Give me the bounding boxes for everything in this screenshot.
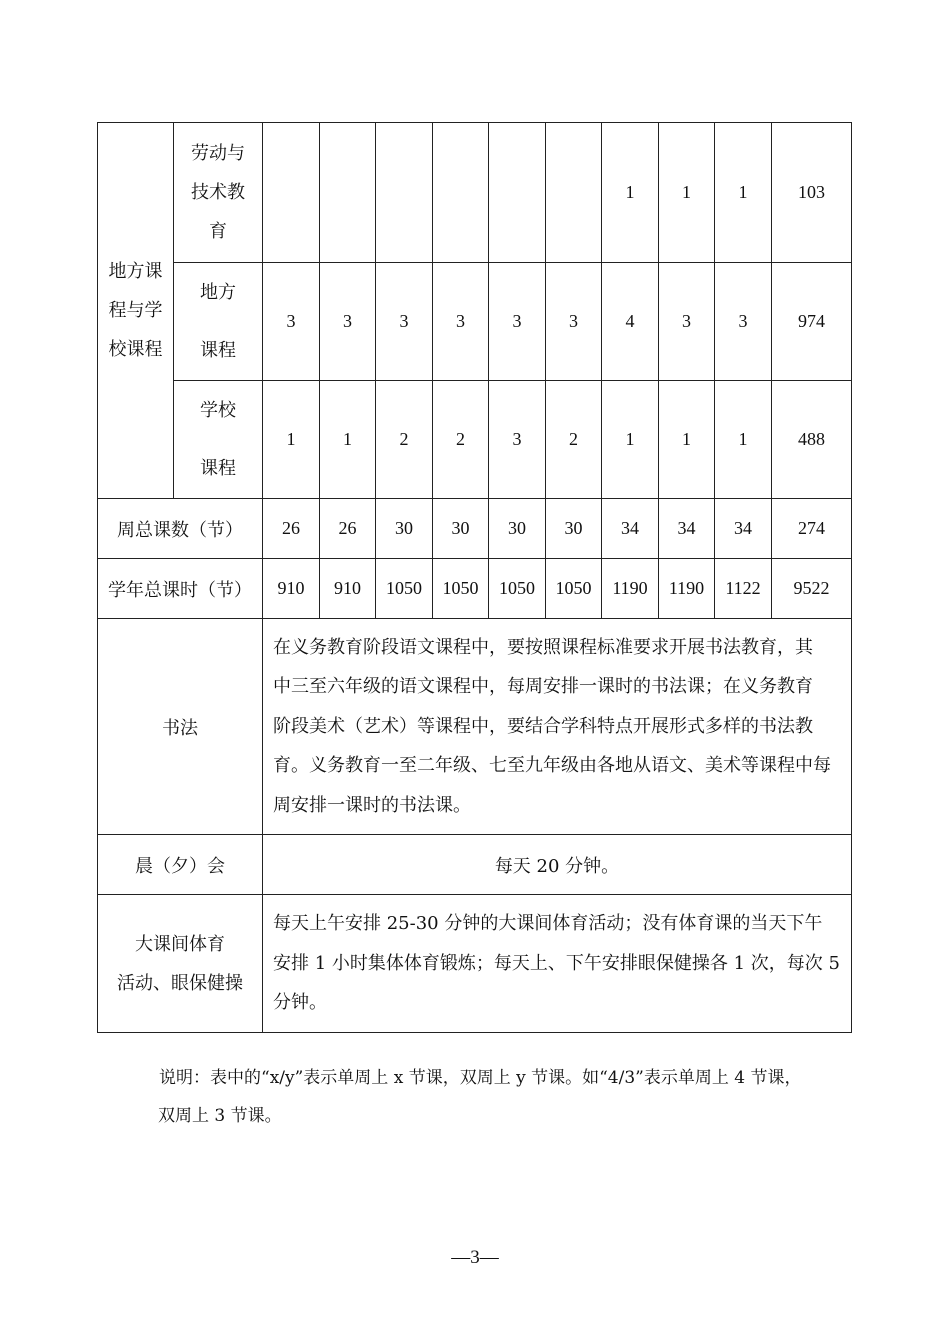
- table-cell: [489, 123, 546, 263]
- table-cell: 34: [602, 499, 659, 559]
- table-cell: 1: [602, 123, 659, 263]
- label-line: 大课间体育: [135, 933, 225, 955]
- table-cell: [320, 123, 376, 263]
- table-row: [98, 381, 852, 499]
- table-cell: 3: [715, 263, 772, 381]
- table-cell: 1: [659, 381, 715, 499]
- group-label-cell: [98, 123, 174, 499]
- table-cell: [433, 123, 489, 263]
- total-cell: 974: [772, 263, 852, 381]
- table-cell: 3: [489, 381, 546, 499]
- group-label-line: 校课程: [108, 339, 163, 360]
- table-cell: 30: [546, 499, 602, 559]
- table-cell: 3: [489, 263, 546, 381]
- text-line: 每天上午安排 25-30 分钟的大课间体育活动；没有体育课的当天下午: [273, 913, 823, 935]
- table-row: [98, 263, 852, 381]
- calligraphy-label: 书法: [98, 619, 263, 835]
- weekly-total-row: [98, 499, 852, 559]
- table-cell: 1050: [376, 559, 433, 619]
- total-cell: 9522: [772, 559, 852, 619]
- table-cell: 1: [263, 381, 320, 499]
- row-label-line: 课程: [200, 457, 236, 479]
- total-cell: 103: [772, 123, 852, 263]
- text-line: 分钟。: [273, 992, 327, 1014]
- table-cell: 910: [320, 559, 376, 619]
- text-line: 周安排一课时的书法课。: [273, 794, 471, 816]
- break-activity-row: [98, 895, 852, 1033]
- break-activity-text: [263, 895, 852, 1033]
- calligraphy-row: [98, 619, 852, 835]
- row-label-cell: [174, 263, 263, 381]
- table-cell: 1050: [546, 559, 602, 619]
- total-cell: 274: [772, 499, 852, 559]
- table-cell: [263, 123, 320, 263]
- row-label-cell: [174, 123, 263, 263]
- table-cell: 1: [602, 381, 659, 499]
- table-cell: 1050: [433, 559, 489, 619]
- table-cell: 3: [263, 263, 320, 381]
- yearly-total-label: 学年总课时（节）: [98, 559, 263, 619]
- morning-meeting-label: 晨（夕）会: [98, 835, 263, 895]
- table-cell: [376, 123, 433, 263]
- label-line: 活动、眼保健操: [117, 972, 243, 994]
- note-line: 说明：表中的“x/y”表示单周上 x 节课，双周上 y 节课。如“4/3”表示单周上 4 节课，: [159, 1068, 802, 1088]
- table-cell: 1050: [489, 559, 546, 619]
- table-cell: 2: [376, 381, 433, 499]
- table-cell: 30: [433, 499, 489, 559]
- text-line: 中三至六年级的语文课程中，每周安排一课时的书法课；在义务教育: [273, 676, 813, 698]
- table-cell: 1190: [602, 559, 659, 619]
- group-label-line: 程与学: [108, 300, 163, 321]
- row-label-cell: [174, 381, 263, 499]
- weekly-total-label: 周总课数（节）: [98, 499, 263, 559]
- table-cell: 1: [659, 123, 715, 263]
- row-label-line: 劳动与: [191, 143, 245, 164]
- table-cell: 2: [546, 381, 602, 499]
- row-label-line: 学校: [200, 399, 236, 421]
- table-cell: 4: [602, 263, 659, 381]
- table-cell: 30: [489, 499, 546, 559]
- table-cell: 3: [433, 263, 489, 381]
- text-line: 安排 1 小时集体体育锻炼；每天上、下午安排眼保健操各 1 次，每次 5: [273, 952, 840, 974]
- table-cell: 34: [659, 499, 715, 559]
- table-cell: 1122: [715, 559, 772, 619]
- table-cell: 34: [715, 499, 772, 559]
- text-line: 阶段美术（艺术）等课程中，要结合学科特点开展形式多样的书法教: [273, 715, 813, 737]
- curriculum-table: [97, 122, 852, 1033]
- table-cell: 30: [376, 499, 433, 559]
- total-cell: 488: [772, 381, 852, 499]
- page-number: —3—: [451, 1247, 499, 1268]
- table-cell: 910: [263, 559, 320, 619]
- table-cell: 3: [546, 263, 602, 381]
- table-cell: 1: [320, 381, 376, 499]
- morning-meeting-text: 每天 20 分钟。: [263, 835, 852, 895]
- text-line: 育。义务教育一至二年级、七至九年级由各地从语文、美术等课程中每: [273, 755, 831, 777]
- row-label-line: 课程: [200, 339, 236, 361]
- table-note: [159, 1059, 849, 1135]
- table-cell: 3: [659, 263, 715, 381]
- table-row: [98, 123, 852, 263]
- table-cell: 1: [715, 123, 772, 263]
- table-cell: 3: [376, 263, 433, 381]
- table-cell: 2: [433, 381, 489, 499]
- table-cell: 1: [715, 381, 772, 499]
- calligraphy-text: [263, 619, 852, 835]
- row-label-line: 地方: [200, 281, 236, 303]
- table-cell: 1190: [659, 559, 715, 619]
- table-cell: [546, 123, 602, 263]
- yearly-total-row: [98, 559, 852, 619]
- morning-meeting-row: [98, 835, 852, 895]
- note-line: 双周上 3 节课。: [158, 1106, 282, 1126]
- table-cell: 26: [320, 499, 376, 559]
- table-cell: 26: [263, 499, 320, 559]
- group-label-line: 地方课: [108, 261, 163, 282]
- row-label-line: 技术教: [191, 182, 245, 203]
- row-label-line: 育: [209, 221, 227, 242]
- text-line: 在义务教育阶段语文课程中，要按照课程标准要求开展书法教育，其: [273, 636, 813, 658]
- break-activity-label: [98, 895, 263, 1033]
- table-cell: 3: [320, 263, 376, 381]
